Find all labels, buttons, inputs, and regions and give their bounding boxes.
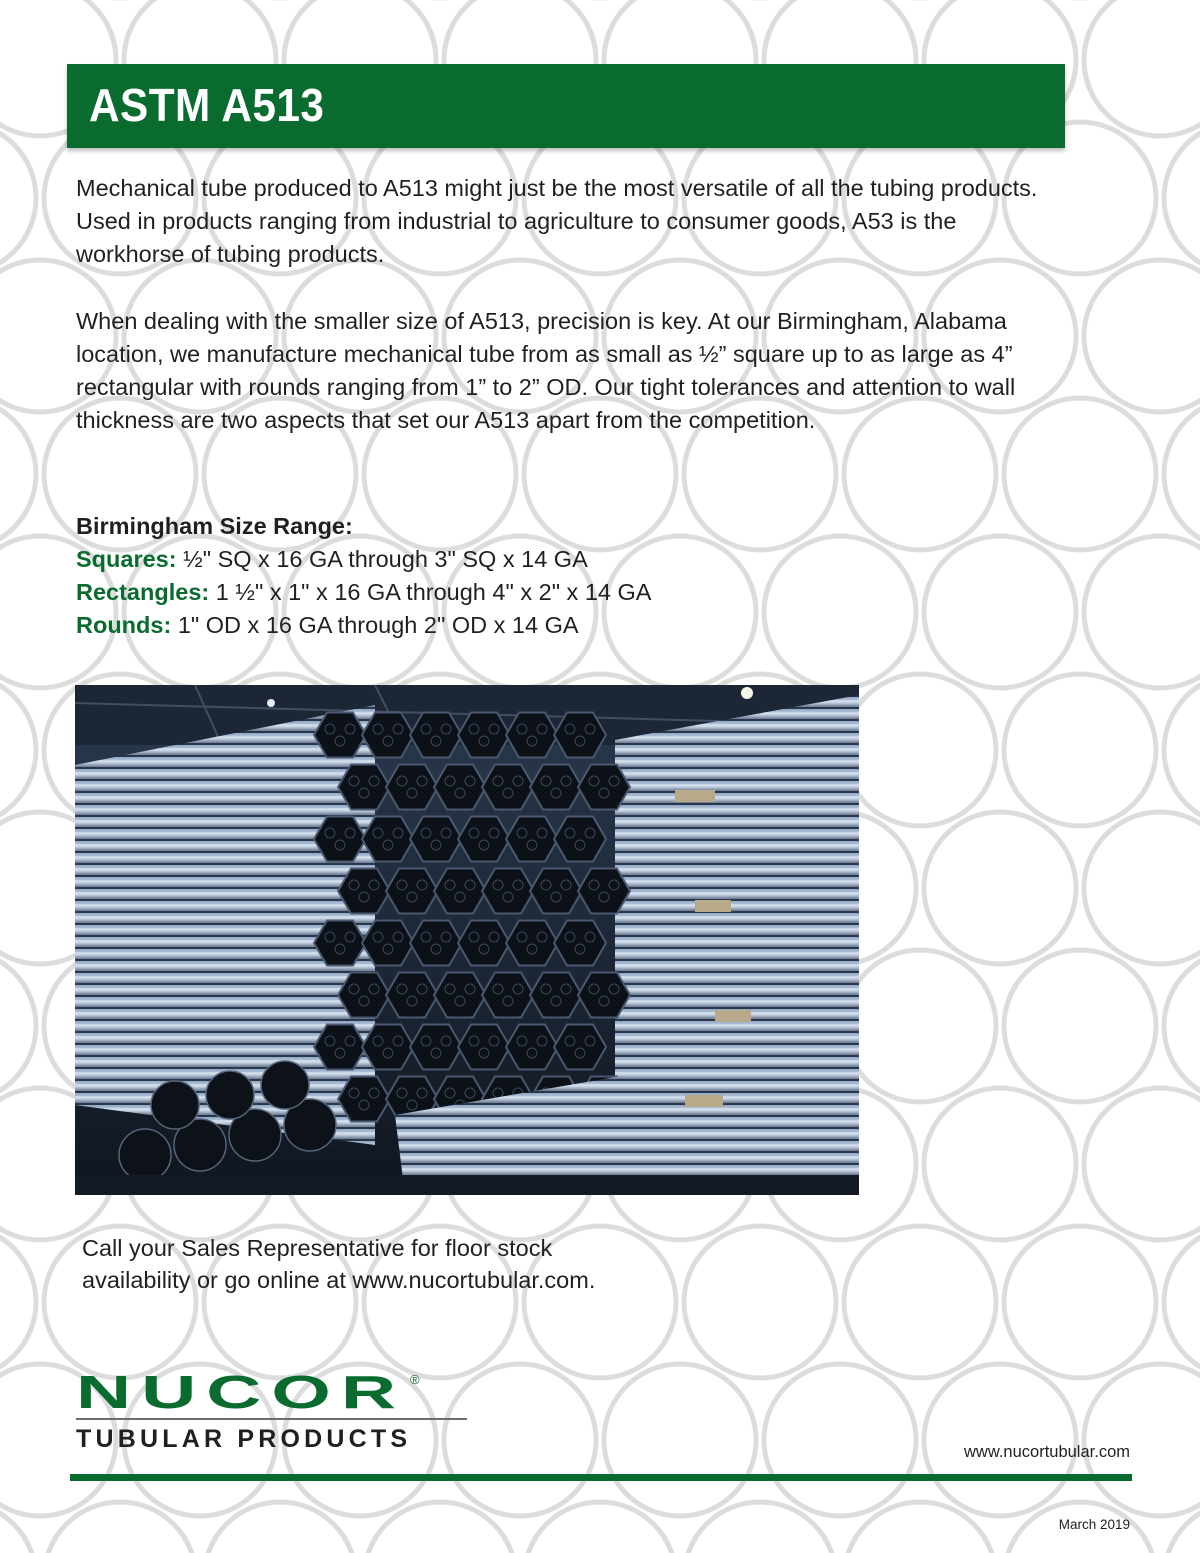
size-range-label: Squares: [76,546,177,572]
logo-subtitle: TUBULAR PRODUCTS [76,1425,412,1453]
size-range-value: ½" SQ x 16 GA through 3" SQ x 14 GA [176,546,588,572]
size-range-value: 1 ½" x 1" x 16 GA through 4" x 2" x 14 GA [209,579,652,605]
intro-paragraph-1: Mechanical tube produced to A513 might just be the most versatile of all the tubing products. Used in products ranging from industrial to agriculture to consumer goods, A53 is the workhorse of tubing products. [76,175,1038,267]
intro-paragraph-2: When dealing with the smaller size of A513, precision is key. At our Birmingham, Alabama location, we manufacture mechanical tube from as small as ½” square up to as large as 4” rectangular with rounds ranging from 1” to 2” OD. Our tight tolerances and attention to wall thickness are two aspects that set our A513 apart from the competition. [76,308,1016,433]
steel-tube-stack-photo [75,685,859,1195]
size-range-heading: Birmingham Size Range: [76,513,353,539]
size-range-label: Rectangles: [76,579,210,605]
size-range-item-rectangles [76,576,976,609]
size-range-list [76,510,976,642]
nucor-wordmark-logo [76,1370,476,1416]
size-range-label: Rounds: [76,612,172,638]
svg-text:®: ® [410,1372,420,1387]
footer-divider [70,1474,1132,1481]
size-range-item-rounds [76,609,976,642]
call-to-action [82,1232,782,1296]
title-banner [67,64,1065,148]
footer-date: March 2019 [1058,1517,1130,1532]
size-range-item-squares [76,543,976,576]
page-title: ASTM A513 [89,79,325,131]
logo-divider [76,1418,467,1420]
size-range-value: 1" OD x 16 GA through 2" OD x 14 GA [171,612,579,638]
cta-line-2: availability or go online at www.nucortubular.com. [82,1267,596,1293]
footer-website-link[interactable]: www.nucortubular.com [964,1443,1130,1461]
nucor-tubular-logo [76,1370,476,1460]
cta-line-1: Call your Sales Representative for floor stock [82,1235,553,1261]
svg-text:NUCOR: NUCOR [76,1370,406,1416]
